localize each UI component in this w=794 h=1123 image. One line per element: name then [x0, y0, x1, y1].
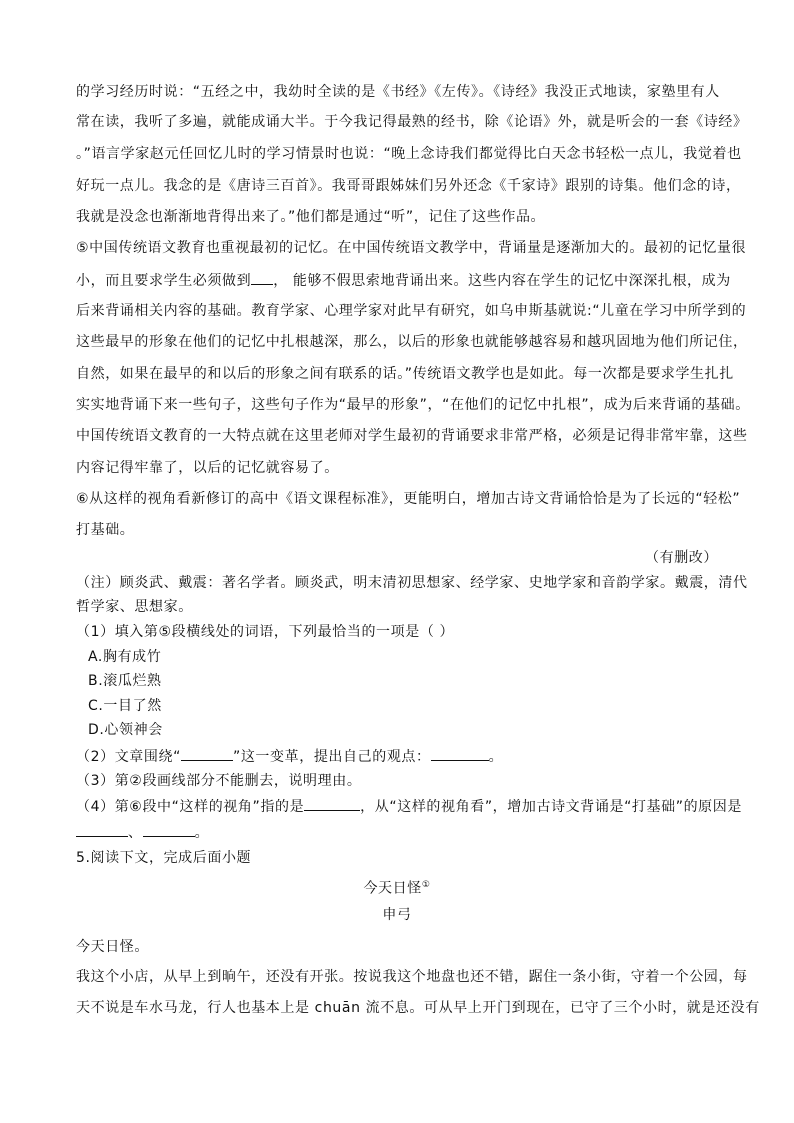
text-line: ⑤中国传统语文教育也重视最初的记忆。在中国传统语文教学中，背诵量是逐渐加大的。最初的记忆量很	[76, 240, 747, 256]
fill-blank	[76, 822, 128, 837]
fill-blank	[304, 796, 360, 811]
text-line: 天不说是车水马龙，行人也基本上是 chuān 流不息。可从早上开门到现在，已守了三个小时，就是还没有	[76, 1000, 760, 1016]
text-line: 内容记得牢靠了，以后的记忆就容易了。	[76, 460, 339, 476]
text-line: 我这个小店，从早上到晌午，还没有开张。按说我这个地盘也还不错，踞住一条小街，守着一个公园，每	[76, 969, 748, 985]
question-4: （4）第⑥段中“这样的视角”指的是 ，从“这样的视角看”，增加古诗文背诵是“打基础”的原因是	[76, 796, 718, 817]
text-line-with-blank: 小，而且要求学生必须做到 ， 能够不假思索地背诵出来。这些内容在学生的记忆中深深扎根，成为	[76, 270, 718, 291]
text-line: 。”语言学家赵元任回忆儿时的学习情景时也说：“晚上念诗我们都觉得比白天念书轻松一点儿，我觉着也	[76, 146, 742, 162]
text-line: 中国传统语文教育的一大特点就在这里老师对学生最初的背诵要求非常严格，必须是记得非常牢靠，这些	[76, 428, 748, 444]
text-line: 这些最早的形象在他们的记忆中扎根越深，那么，以后的形象也就能够越容易和越巩固地为他们所记住，	[76, 334, 748, 350]
question-4-continued: 、 。	[76, 822, 718, 843]
question-1: （1）填入第⑤段横线处的词语，下列最恰当的一项是（ ）	[76, 624, 455, 640]
option-c: C.一目了然	[88, 698, 162, 714]
section-heading: 5.阅读下文，完成后面小题	[76, 850, 252, 866]
text-line: ⑥从这样的视角看新修订的高中《语文课程标准》，更能明白，增加古诗文背诵恰恰是为了长远的“轻松”	[76, 491, 741, 507]
fill-blank	[251, 270, 273, 285]
text-line: 的学习经历时说：“五经之中，我幼时全读的是《书经》《左传》。《诗经》我没正式地读，家塾里有人	[76, 84, 720, 100]
footnote-marker: ①	[421, 880, 431, 890]
text-line: 好玩一点儿。我念的是《唐诗三百首》。我哥哥跟姊妹们另外还念《千家诗》跟别的诗集。他们念的诗，	[76, 178, 741, 194]
story-title: 今天日怪①	[363, 880, 431, 897]
question-2: （2）文章围绕“ ”这一变革，提出自己的观点： 。	[76, 746, 718, 767]
text-line: 今天日怪。	[76, 939, 149, 955]
option-a: A.胸有成竹	[88, 649, 162, 665]
option-b: B.滚瓜烂熟	[88, 673, 162, 689]
annotation-line: 哲学家、思想家。	[76, 599, 193, 615]
story-author: 申弓	[382, 907, 412, 923]
text-line: 自然，如果在最早的和以后的形象之间有联系的话。”传统语文教学也是如此。每一次都是要求学生扎扎	[76, 366, 734, 382]
question-3: （3）第②段画线部分不能删去，说明理由。	[76, 773, 362, 789]
text-line: 后来背诵相关内容的基础。教育学家、心理学家对此早有研究，如乌申斯基就说:“儿童在学习中所学到的	[76, 303, 747, 319]
text-line: 打基础。	[76, 522, 135, 538]
text-line: 实实地背诵下来一些句子，这些句子作为“最早的形象”，“在他们的记忆中扎根”，成为后来背诵的基础。	[76, 397, 750, 413]
annotation-line: （注）顾炎武、戴震：著名学者。顾炎武，明末清初思想家、经学家、史地学家和音韵学家。戴震，清代	[76, 575, 748, 591]
fill-blank	[143, 822, 195, 837]
text-line: 我就是没念也渐渐地背得出来了。”他们都是通过“听”，记住了这些作品。	[76, 209, 546, 225]
option-d: D.心领神会	[88, 722, 163, 738]
fill-blank	[181, 746, 233, 761]
fill-blank	[431, 746, 489, 761]
text-line: 常在读，我听了多遍，就能成诵大半。于今我记得最熟的经书，除《论语》外，就是听会的一套《诗经》	[76, 114, 748, 130]
source-note: （有删改）	[645, 550, 718, 566]
